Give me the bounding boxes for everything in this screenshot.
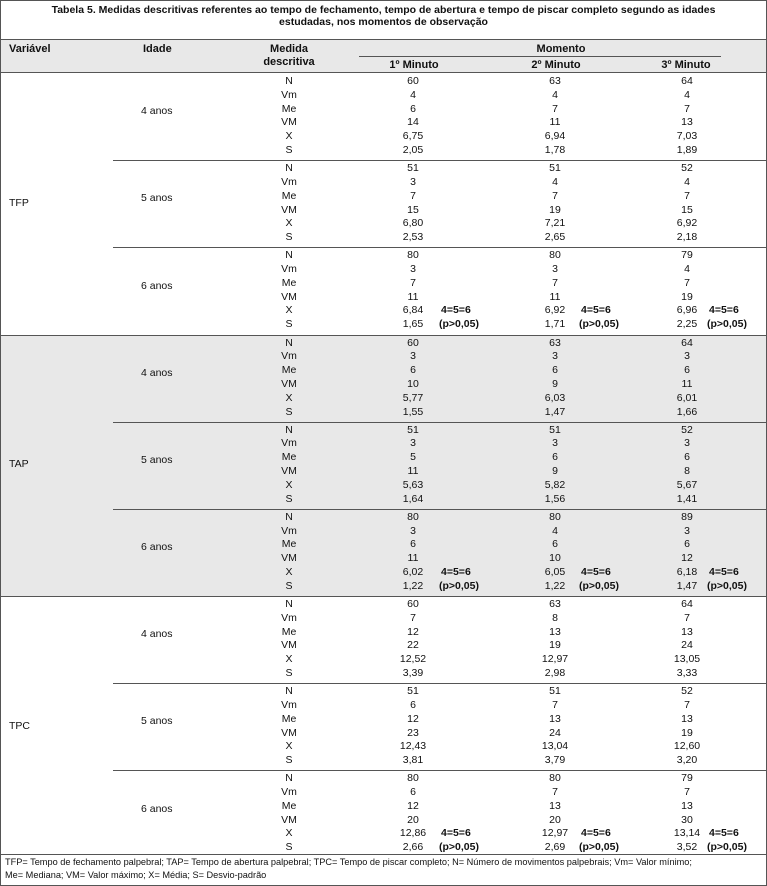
header-momento: Momento (536, 43, 586, 55)
value-cell: 10 (549, 552, 561, 565)
measure-label: N (285, 162, 293, 175)
value-cell: 80 (407, 249, 419, 262)
significance-label: 4=5=6 (709, 827, 739, 840)
measure-label: VM (281, 203, 297, 216)
measure-label: Vm (281, 350, 297, 363)
measure-label: VM (281, 290, 297, 303)
value-cell: 3,39 (402, 667, 424, 679)
value-cell: 5,77 (402, 391, 424, 404)
age-label: 4 anos (141, 105, 173, 118)
value-cell: 3 (410, 350, 416, 363)
significance-p-value: (p>0,05) (579, 579, 619, 592)
value-cell: 3,79 (544, 754, 566, 767)
value-cell: 51 (407, 162, 419, 175)
value-cell: 3 (552, 437, 558, 450)
measure-label: Vm (281, 437, 297, 450)
value-cell: 24 (549, 726, 561, 739)
value-cell: 80 (549, 510, 561, 523)
momento-rule (359, 56, 721, 57)
value-cell: 6 (410, 364, 416, 377)
significance-p-value: (p>0,05) (707, 579, 747, 592)
significance-label: 4=5=6 (581, 565, 611, 578)
value-cell: 60 (407, 598, 419, 610)
value-cell: 12 (407, 625, 419, 638)
measure-label: Me (281, 102, 297, 115)
measure-label: N (285, 510, 293, 523)
measure-label: Me (281, 364, 297, 377)
variable-name: TFP (9, 196, 29, 209)
measure-label: Vm (281, 88, 297, 101)
measure-label: S (285, 492, 293, 505)
value-cell: 51 (549, 423, 561, 436)
value-cell: 52 (681, 162, 693, 175)
measure-label: VM (281, 465, 297, 477)
value-cell: 2,98 (544, 667, 566, 679)
value-cell: 1,55 (402, 405, 424, 418)
value-cell: 15 (407, 203, 419, 216)
measure-label: X (285, 827, 293, 840)
value-cell: 3 (410, 263, 416, 275)
value-cell: 3 (684, 350, 690, 363)
value-cell: 13 (549, 799, 561, 812)
value-cell: 11 (681, 377, 693, 390)
value-cell: 4 (552, 524, 558, 537)
value-cell: 6 (684, 538, 690, 551)
value-cell: 6 (552, 451, 558, 464)
measure-label: Vm (281, 263, 297, 275)
value-cell: 2,18 (676, 231, 698, 244)
value-cell: 64 (681, 598, 693, 610)
measure-label: X (285, 740, 293, 753)
measure-label: S (285, 667, 293, 679)
measure-label: N (285, 598, 293, 610)
value-cell: 8 (552, 611, 558, 624)
title-line-2: estudadas, nos momentos de observação (279, 16, 488, 28)
measure-label: VM (281, 813, 297, 826)
value-cell: 13,14 (673, 827, 701, 840)
value-cell: 9 (552, 377, 558, 390)
measure-label: N (285, 249, 293, 262)
value-cell: 89 (681, 510, 693, 523)
value-cell: 13 (681, 712, 693, 725)
value-cell: 51 (549, 162, 561, 175)
value-cell: 3 (684, 524, 690, 537)
value-cell: 4 (684, 88, 690, 101)
age-group-rule (113, 683, 766, 684)
value-cell: 11 (549, 116, 561, 129)
value-cell: 3,52 (676, 841, 698, 854)
value-cell: 12,60 (673, 740, 701, 753)
value-cell: 6,92 (676, 217, 698, 230)
value-cell: 7,21 (544, 217, 566, 230)
significance-p-value: (p>0,05) (579, 318, 619, 331)
value-cell: 3,33 (676, 667, 698, 679)
age-label: 5 anos (141, 715, 173, 728)
value-cell: 11 (407, 552, 419, 565)
value-cell: 19 (681, 726, 693, 739)
value-cell: 8 (684, 465, 690, 477)
measure-label: N (285, 772, 293, 785)
value-cell: 80 (549, 772, 561, 785)
value-cell: 7 (552, 276, 558, 289)
age-label: 6 anos (141, 279, 173, 292)
measure-label: X (285, 391, 293, 404)
value-cell: 10 (407, 377, 419, 390)
age-label: 6 anos (141, 541, 173, 554)
significance-p-value: (p>0,05) (579, 841, 619, 854)
value-cell: 6 (684, 364, 690, 377)
value-cell: 1,22 (402, 579, 424, 592)
value-cell: 5,82 (544, 478, 566, 491)
value-cell: 52 (681, 423, 693, 436)
value-cell: 19 (681, 290, 693, 303)
value-cell: 22 (407, 639, 419, 652)
value-cell: 2,69 (544, 841, 566, 854)
value-cell: 12,97 (541, 653, 569, 666)
value-cell: 3,20 (676, 754, 698, 767)
age-group-rule (113, 509, 766, 510)
value-cell: 30 (681, 813, 693, 826)
value-cell: 3 (410, 175, 416, 188)
measure-label: Me (281, 189, 297, 202)
value-cell: 9 (552, 465, 558, 477)
measure-label: VM (281, 726, 297, 739)
value-cell: 23 (407, 726, 419, 739)
measure-label: VM (281, 116, 297, 129)
value-cell: 80 (407, 510, 419, 523)
value-cell: 1,56 (544, 492, 566, 505)
value-cell: 3 (410, 437, 416, 450)
measure-label: X (285, 565, 293, 578)
age-group-rule (113, 160, 766, 161)
value-cell: 2,53 (402, 231, 424, 244)
value-cell: 64 (681, 75, 693, 87)
value-cell: 6 (410, 538, 416, 551)
value-cell: 6,01 (676, 391, 698, 404)
value-cell: 51 (407, 423, 419, 436)
value-cell: 13 (549, 625, 561, 638)
footnote-line-1: TFP= Tempo de fechamento palpebral; TAP= Tempo de abertura palpebral; TPC= Tempo de piscar completo; N= Número de movimentos palpebrais; Vm= Valor mínimo; (5, 857, 692, 867)
value-cell: 6,02 (402, 565, 424, 578)
age-group-rule (113, 770, 766, 771)
measure-label: Vm (281, 698, 297, 711)
significance-p-value: (p>0,05) (439, 841, 479, 854)
value-cell: 7 (410, 611, 416, 624)
value-cell: 1,71 (544, 318, 566, 331)
value-cell: 13,04 (541, 740, 569, 753)
significance-label: 4=5=6 (441, 565, 471, 578)
value-cell: 6 (410, 786, 416, 798)
value-cell: 4 (684, 175, 690, 188)
value-cell: 6,96 (676, 304, 698, 317)
value-cell: 11 (549, 290, 561, 303)
value-cell: 6,05 (544, 565, 566, 578)
measure-label: VM (281, 639, 297, 652)
variable-rule (1, 596, 766, 597)
measure-label: Me (281, 538, 297, 551)
value-cell: 24 (681, 639, 693, 652)
measure-label: Vm (281, 786, 297, 798)
variable-section-tfp (1, 73, 766, 335)
measure-label: X (285, 653, 293, 666)
value-cell: 6,84 (402, 304, 424, 317)
value-cell: 12,52 (399, 653, 427, 666)
value-cell: 51 (407, 685, 419, 698)
header-minuto-3: 3º Minuto (661, 59, 711, 71)
value-cell: 6,03 (544, 391, 566, 404)
age-group-rule (113, 247, 766, 248)
value-cell: 13 (681, 625, 693, 638)
value-cell: 4 (410, 88, 416, 101)
significance-label: 4=5=6 (441, 304, 471, 317)
value-cell: 80 (549, 249, 561, 262)
measure-label: X (285, 217, 293, 230)
significance-p-value: (p>0,05) (707, 318, 747, 331)
value-cell: 19 (549, 203, 561, 216)
measure-label: S (285, 405, 293, 418)
value-cell: 1,66 (676, 405, 698, 418)
value-cell: 12,43 (399, 740, 427, 753)
value-cell: 7 (684, 698, 690, 711)
significance-label: 4=5=6 (581, 304, 611, 317)
measure-label: S (285, 144, 293, 156)
measure-label: Me (281, 625, 297, 638)
value-cell: 20 (549, 813, 561, 826)
value-cell: 19 (549, 639, 561, 652)
value-cell: 6 (410, 102, 416, 115)
value-cell: 64 (681, 336, 693, 349)
significance-p-value: (p>0,05) (439, 318, 479, 331)
value-cell: 12 (407, 712, 419, 725)
header-medida: Medida (270, 43, 308, 55)
value-cell: 13 (681, 116, 693, 129)
measure-label: Me (281, 276, 297, 289)
measure-label: S (285, 754, 293, 767)
measure-label: X (285, 130, 293, 143)
value-cell: 7 (684, 189, 690, 202)
value-cell: 13 (681, 799, 693, 812)
header-top-rule (1, 39, 766, 40)
value-cell: 1,47 (544, 405, 566, 418)
value-cell: 6,94 (544, 130, 566, 143)
measure-label: S (285, 579, 293, 592)
value-cell: 3 (552, 350, 558, 363)
measure-label: VM (281, 552, 297, 565)
value-cell: 6,18 (676, 565, 698, 578)
value-cell: 4 (552, 175, 558, 188)
age-label: 4 anos (141, 628, 173, 641)
significance-p-value: (p>0,05) (707, 841, 747, 854)
value-cell: 1,64 (402, 492, 424, 505)
value-cell: 2,66 (402, 841, 424, 854)
value-cell: 6 (410, 698, 416, 711)
measure-label: N (285, 423, 293, 436)
title-line-1: Tabela 5. Medidas descritivas referentes ao tempo de fechamento, tempo de abertura e tempo de piscar completo segundo as idades (51, 4, 716, 16)
measure-label: VM (281, 377, 297, 390)
measure-label: N (285, 685, 293, 698)
header-minuto-2: 2º Minuto (531, 59, 581, 71)
measure-label: N (285, 336, 293, 349)
header-variavel: Variável (9, 43, 51, 55)
value-cell: 1,41 (676, 492, 698, 505)
value-cell: 51 (549, 685, 561, 698)
value-cell: 63 (549, 75, 561, 87)
significance-p-value: (p>0,05) (439, 579, 479, 592)
value-cell: 79 (681, 249, 693, 262)
value-cell: 1,47 (676, 579, 698, 592)
value-cell: 2,65 (544, 231, 566, 244)
measure-label: S (285, 841, 293, 854)
value-cell: 3,81 (402, 754, 424, 767)
measure-label: Me (281, 712, 297, 725)
measure-label: Vm (281, 175, 297, 188)
value-cell: 63 (549, 598, 561, 610)
value-cell: 11 (407, 465, 419, 477)
value-cell: 52 (681, 685, 693, 698)
value-cell: 3 (684, 437, 690, 450)
variable-name: TAP (9, 458, 29, 471)
measure-label: Vm (281, 524, 297, 537)
value-cell: 14 (407, 116, 419, 129)
value-cell: 7,03 (676, 130, 698, 143)
significance-label: 4=5=6 (709, 565, 739, 578)
variable-rule (1, 335, 766, 336)
value-cell: 5,63 (402, 478, 424, 491)
variable-section-tap (1, 335, 766, 597)
value-cell: 63 (549, 336, 561, 349)
variable-name: TPC (9, 719, 30, 732)
value-cell: 13,05 (673, 653, 701, 666)
significance-label: 4=5=6 (581, 827, 611, 840)
header-idade: Idade (143, 43, 172, 55)
value-cell: 1,89 (676, 144, 698, 156)
measure-label: X (285, 304, 293, 317)
value-cell: 15 (681, 203, 693, 216)
value-cell: 5,67 (676, 478, 698, 491)
value-cell: 79 (681, 772, 693, 785)
value-cell: 80 (407, 772, 419, 785)
value-cell: 60 (407, 75, 419, 87)
value-cell: 7 (552, 786, 558, 798)
value-cell: 13 (549, 712, 561, 725)
value-cell: 1,22 (544, 579, 566, 592)
age-label: 5 anos (141, 453, 173, 466)
value-cell: 7 (684, 276, 690, 289)
value-cell: 7 (410, 276, 416, 289)
measure-label: Me (281, 451, 297, 464)
value-cell: 6 (684, 451, 690, 464)
significance-label: 4=5=6 (441, 827, 471, 840)
measure-label: N (285, 75, 293, 87)
value-cell: 6 (552, 364, 558, 377)
value-cell: 1,65 (402, 318, 424, 331)
age-label: 5 anos (141, 192, 173, 205)
value-cell: 5 (410, 451, 416, 464)
value-cell: 2,05 (402, 144, 424, 156)
value-cell: 12,97 (541, 827, 569, 840)
value-cell: 60 (407, 336, 419, 349)
measure-label: X (285, 478, 293, 491)
measure-label: Vm (281, 611, 297, 624)
value-cell: 20 (407, 813, 419, 826)
value-cell: 7 (410, 189, 416, 202)
value-cell: 7 (552, 698, 558, 711)
value-cell: 11 (407, 290, 419, 303)
value-cell: 7 (684, 611, 690, 624)
value-cell: 7 (552, 189, 558, 202)
value-cell: 6 (552, 538, 558, 551)
measure-label: Me (281, 799, 297, 812)
age-group-rule (113, 422, 766, 423)
age-label: 4 anos (141, 366, 173, 379)
value-cell: 4 (684, 263, 690, 275)
value-cell: 12 (681, 552, 693, 565)
value-cell: 4 (552, 88, 558, 101)
value-cell: 12 (407, 799, 419, 812)
value-cell: 6,92 (544, 304, 566, 317)
header-descritiva: descritiva (263, 56, 315, 68)
footnote-line-2: Me= Mediana; VM= Valor máximo; X= Média; S= Desvio-padrão (5, 870, 267, 880)
value-cell: 2,25 (676, 318, 698, 331)
table-title (1, 4, 766, 28)
measure-label: S (285, 318, 293, 331)
footnote (5, 856, 765, 882)
value-cell: 1,78 (544, 144, 566, 156)
variable-section-tpc (1, 596, 766, 858)
value-cell: 3 (410, 524, 416, 537)
measure-label: S (285, 231, 293, 244)
significance-label: 4=5=6 (709, 304, 739, 317)
value-cell: 6,80 (402, 217, 424, 230)
value-cell: 12,86 (399, 827, 427, 840)
value-cell: 3 (552, 263, 558, 275)
value-cell: 7 (684, 786, 690, 798)
value-cell: 7 (684, 102, 690, 115)
value-cell: 6,75 (402, 130, 424, 143)
header-minuto-1: 1º Minuto (389, 59, 439, 71)
value-cell: 7 (552, 102, 558, 115)
age-label: 6 anos (141, 802, 173, 815)
footnote-rule (1, 854, 766, 855)
